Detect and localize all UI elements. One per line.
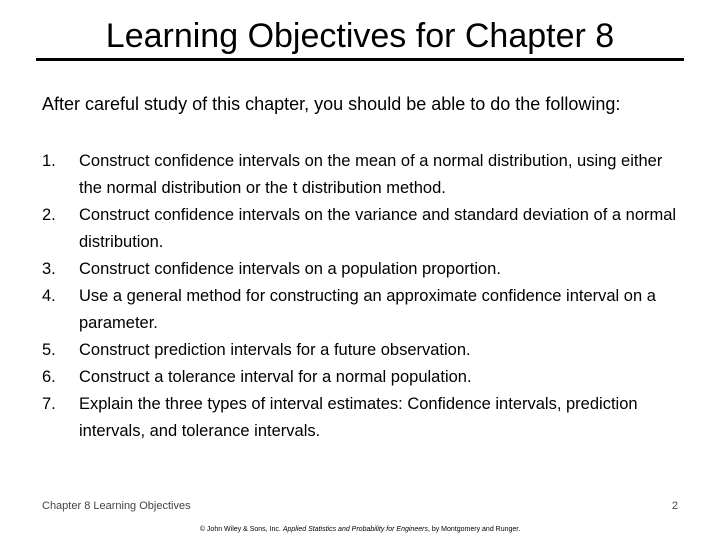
page-number: 2 bbox=[671, 500, 678, 512]
objective-text: Explain the three types of interval estimates: Confidence intervals, prediction intervals, and tolerance intervals. bbox=[79, 395, 638, 440]
objective-item bbox=[42, 391, 682, 445]
objective-item bbox=[42, 148, 682, 202]
objective-number: 3. bbox=[42, 260, 56, 278]
objective-item bbox=[42, 283, 682, 337]
objective-text: Use a general method for constructing an approximate confidence interval on a parameter. bbox=[79, 287, 656, 332]
intro-text: After careful study of this chapter, you should be able to do the following: bbox=[42, 94, 621, 114]
objective-number: 7. bbox=[42, 395, 56, 413]
title-underline bbox=[36, 58, 684, 61]
objectives-list bbox=[42, 148, 682, 445]
objective-number: 5. bbox=[42, 341, 56, 359]
objective-item bbox=[42, 202, 682, 256]
copyright-book-title: Applied Statistics and Probability for Engineers bbox=[282, 526, 428, 533]
objective-text: Construct confidence intervals on the mean of a normal distribution, using either the normal distribution or the t distribution method. bbox=[79, 152, 663, 197]
objective-item bbox=[42, 337, 682, 364]
slide-title: Learning Objectives for Chapter 8 bbox=[105, 17, 615, 55]
objective-item bbox=[42, 364, 682, 391]
objective-number: 4. bbox=[42, 287, 56, 305]
objective-number: 1. bbox=[42, 152, 56, 170]
objective-text: Construct prediction intervals for a future observation. bbox=[79, 341, 471, 359]
objective-item bbox=[42, 256, 682, 283]
footer-chapter-label: Chapter 8 Learning Objectives bbox=[42, 500, 191, 512]
objective-text: Construct confidence intervals on a population proportion. bbox=[79, 260, 501, 278]
copyright-notice bbox=[0, 526, 720, 533]
objective-text: Construct a tolerance interval for a normal population. bbox=[79, 368, 472, 386]
objective-number: 6. bbox=[42, 368, 56, 386]
objective-text: Construct confidence intervals on the variance and standard deviation of a normal distribution. bbox=[79, 206, 677, 251]
objective-number: 2. bbox=[42, 206, 56, 224]
copyright-prefix: © John Wiley & Sons, Inc. bbox=[199, 526, 281, 533]
copyright-suffix: , by Montgomery and Runger. bbox=[427, 526, 521, 533]
